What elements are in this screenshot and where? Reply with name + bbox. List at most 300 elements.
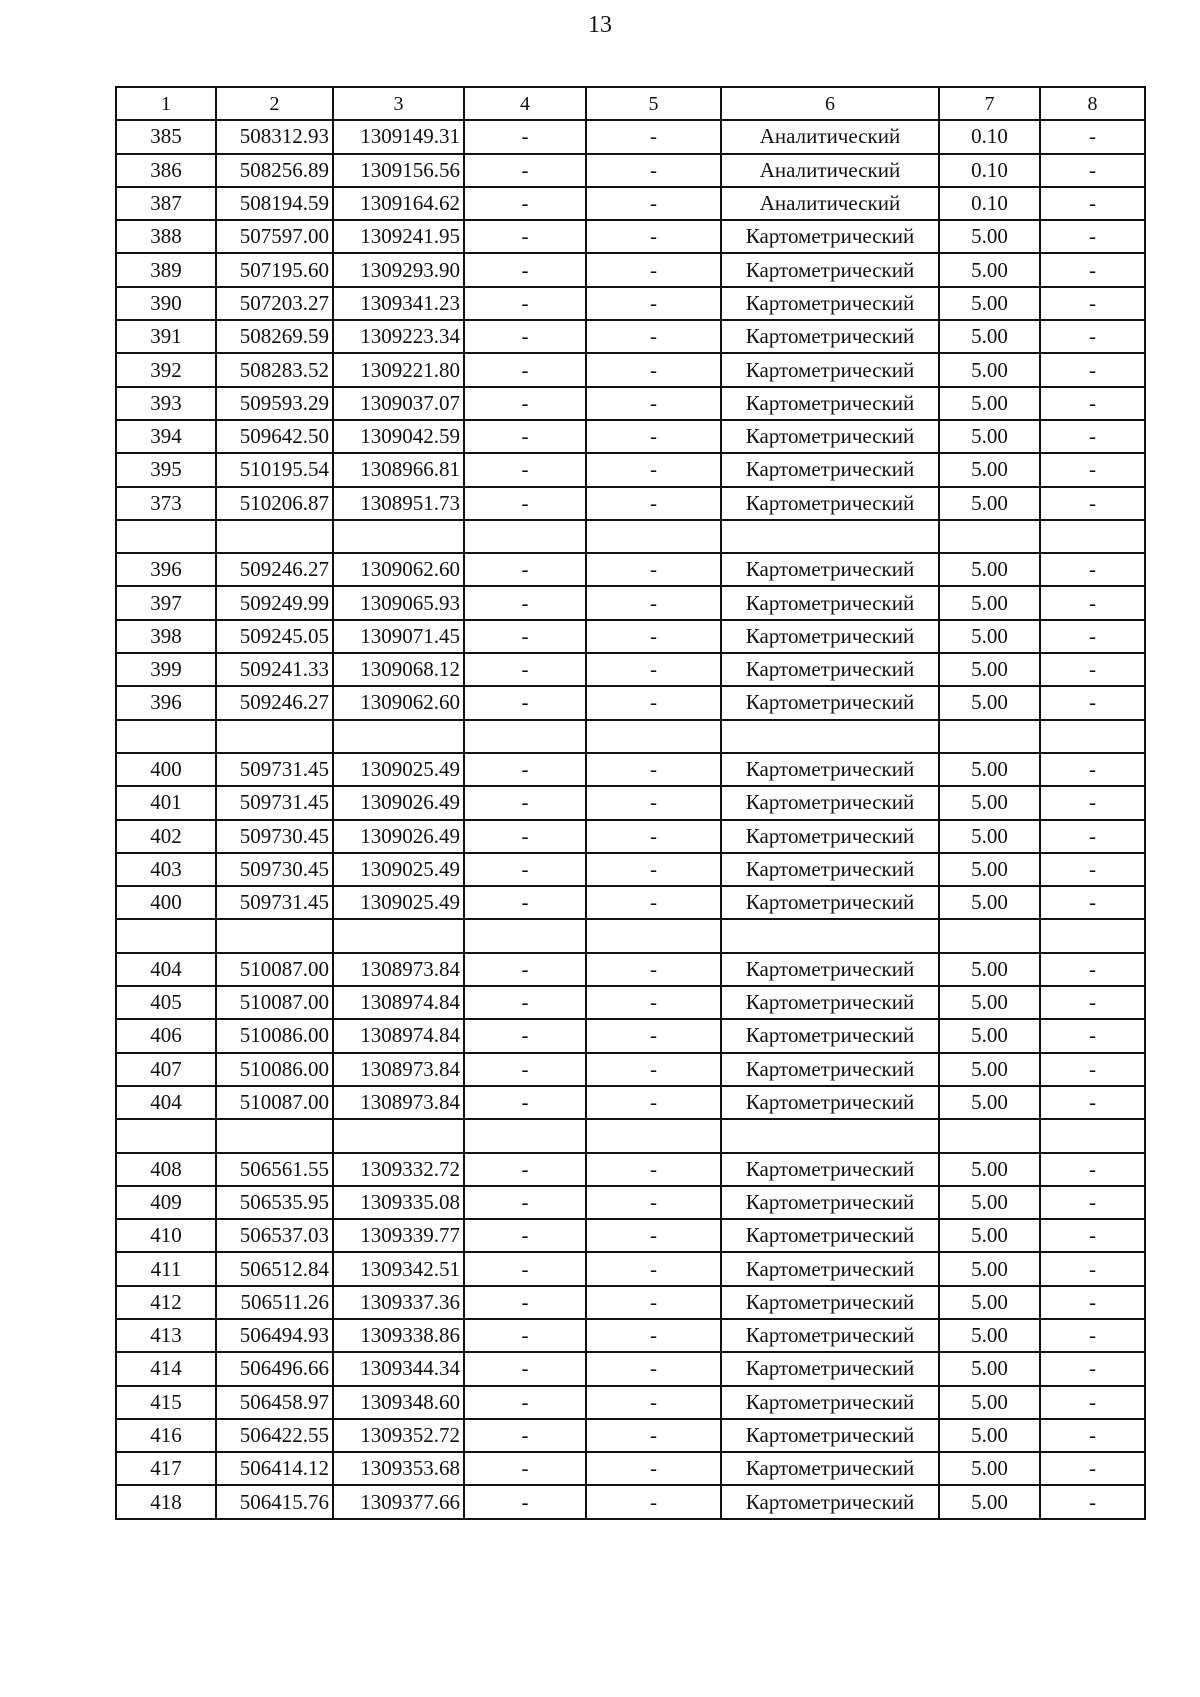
col-4-cell: - [464,353,586,386]
col-8-cell: - [1040,154,1145,187]
x-coordinate-cell [216,520,333,553]
y-coordinate-cell: 1309338.86 [333,1319,464,1352]
table-row [116,1153,1145,1186]
col-5-cell [586,720,721,753]
point-number-cell: 397 [116,586,216,619]
col-8-cell: - [1040,487,1145,520]
accuracy-cell: 5.00 [939,1452,1040,1485]
x-coordinate-cell: 506458.97 [216,1386,333,1419]
point-number-cell: 391 [116,320,216,353]
x-coordinate-cell: 508269.59 [216,320,333,353]
accuracy-cell [939,520,1040,553]
col-8-cell: - [1040,1485,1145,1518]
col-4-cell: - [464,1086,586,1119]
col-5-cell: - [586,220,721,253]
col-8-cell: - [1040,320,1145,353]
method-cell: Картометрический [721,1485,939,1518]
y-coordinate-cell: 1308951.73 [333,487,464,520]
x-coordinate-cell: 510086.00 [216,1053,333,1086]
col-5-cell [586,1119,721,1152]
point-number-cell: 412 [116,1286,216,1319]
y-coordinate-cell [333,720,464,753]
col-8-cell: - [1040,853,1145,886]
x-coordinate-cell: 509245.05 [216,620,333,653]
method-cell [721,919,939,952]
table-row [116,1219,1145,1252]
x-coordinate-cell: 509246.27 [216,553,333,586]
table-row [116,1452,1145,1485]
col-8-cell: - [1040,1219,1145,1252]
method-cell: Картометрический [721,953,939,986]
method-cell: Картометрический [721,253,939,286]
col-4-cell: - [464,1219,586,1252]
col-8-cell: - [1040,753,1145,786]
table-row [116,1386,1145,1419]
col-5-cell: - [586,853,721,886]
x-coordinate-cell: 507597.00 [216,220,333,253]
col-5-cell: - [586,1286,721,1319]
table-separator-row [116,919,1145,952]
table-body [116,120,1145,1518]
table-row [116,187,1145,220]
point-number-cell: 408 [116,1153,216,1186]
x-coordinate-cell: 510195.54 [216,453,333,486]
accuracy-cell [939,720,1040,753]
x-coordinate-cell: 509731.45 [216,786,333,819]
col-5-cell: - [586,653,721,686]
y-coordinate-cell: 1309353.68 [333,1452,464,1485]
accuracy-cell: 5.00 [939,220,1040,253]
y-coordinate-cell: 1309223.34 [333,320,464,353]
table-row [116,1053,1145,1086]
point-number-cell: 407 [116,1053,216,1086]
col-5-cell: - [586,953,721,986]
col-5-cell: - [586,187,721,220]
col-8-cell: - [1040,886,1145,919]
col-8-cell: - [1040,653,1145,686]
table-row [116,1352,1145,1385]
method-cell: Картометрический [721,487,939,520]
accuracy-cell: 5.00 [939,420,1040,453]
accuracy-cell: 5.00 [939,1053,1040,1086]
col-4-cell: - [464,853,586,886]
y-coordinate-cell: 1309348.60 [333,1386,464,1419]
x-coordinate-cell: 508312.93 [216,120,333,153]
x-coordinate-cell: 509241.33 [216,653,333,686]
coordinates-table [115,86,1146,1520]
accuracy-cell: 5.00 [939,653,1040,686]
x-coordinate-cell: 509593.29 [216,387,333,420]
table-row [116,820,1145,853]
col-8-cell: - [1040,1286,1145,1319]
col-5-cell: - [586,1485,721,1518]
method-cell: Картометрический [721,786,939,819]
table-row [116,1186,1145,1219]
y-coordinate-cell: 1309337.36 [333,1286,464,1319]
y-coordinate-cell: 1309221.80 [333,353,464,386]
col-5-cell: - [586,287,721,320]
col-4-cell: - [464,387,586,420]
x-coordinate-cell: 508283.52 [216,353,333,386]
table-row [116,253,1145,286]
col-5-cell: - [586,120,721,153]
col-8-cell: - [1040,586,1145,619]
col-4-cell: - [464,886,586,919]
point-number-cell: 409 [116,1186,216,1219]
method-cell: Картометрический [721,686,939,719]
table-separator-row [116,1119,1145,1152]
accuracy-cell: 5.00 [939,1219,1040,1252]
method-cell: Картометрический [721,1286,939,1319]
col-4-cell: - [464,1053,586,1086]
col-8-cell: - [1040,1086,1145,1119]
accuracy-cell: 0.10 [939,120,1040,153]
accuracy-cell: 5.00 [939,253,1040,286]
x-coordinate-cell: 510206.87 [216,487,333,520]
point-number-cell: 398 [116,620,216,653]
point-number-cell: 386 [116,154,216,187]
column-header: 2 [216,87,333,120]
column-header: 7 [939,87,1040,120]
point-number-cell: 414 [116,1352,216,1385]
method-cell: Картометрический [721,1419,939,1452]
accuracy-cell [939,1119,1040,1152]
x-coordinate-cell [216,720,333,753]
x-coordinate-cell: 507203.27 [216,287,333,320]
col-4-cell [464,520,586,553]
col-4-cell: - [464,653,586,686]
point-number-cell: 411 [116,1252,216,1285]
table-row [116,120,1145,153]
col-5-cell: - [586,487,721,520]
x-coordinate-cell [216,1119,333,1152]
y-coordinate-cell: 1308973.84 [333,953,464,986]
method-cell: Картометрический [721,320,939,353]
x-coordinate-cell: 506561.55 [216,1153,333,1186]
point-number-cell: 387 [116,187,216,220]
point-number-cell: 389 [116,253,216,286]
x-coordinate-cell: 509246.27 [216,686,333,719]
y-coordinate-cell: 1309352.72 [333,1419,464,1452]
column-header: 4 [464,87,586,120]
accuracy-cell: 5.00 [939,387,1040,420]
col-8-cell: - [1040,1386,1145,1419]
point-number-cell: 394 [116,420,216,453]
y-coordinate-cell: 1309332.72 [333,1153,464,1186]
col-5-cell: - [586,1019,721,1052]
x-coordinate-cell: 510087.00 [216,953,333,986]
col-5-cell: - [586,1352,721,1385]
accuracy-cell: 5.00 [939,1086,1040,1119]
col-5-cell: - [586,1053,721,1086]
accuracy-cell: 5.00 [939,453,1040,486]
col-5-cell: - [586,686,721,719]
y-coordinate-cell: 1309149.31 [333,120,464,153]
y-coordinate-cell: 1309071.45 [333,620,464,653]
table-row [116,1019,1145,1052]
col-4-cell: - [464,586,586,619]
col-4-cell: - [464,220,586,253]
col-4-cell: - [464,820,586,853]
table-separator-row [116,520,1145,553]
column-header: 6 [721,87,939,120]
col-8-cell: - [1040,953,1145,986]
y-coordinate-cell: 1309341.23 [333,287,464,320]
col-4-cell: - [464,786,586,819]
y-coordinate-cell: 1308973.84 [333,1053,464,1086]
col-5-cell: - [586,1319,721,1352]
x-coordinate-cell: 506512.84 [216,1252,333,1285]
method-cell [721,1119,939,1152]
col-8-cell: - [1040,1452,1145,1485]
method-cell: Картометрический [721,1053,939,1086]
method-cell [721,720,939,753]
method-cell: Картометрический [721,1186,939,1219]
y-coordinate-cell: 1309241.95 [333,220,464,253]
accuracy-cell: 5.00 [939,1186,1040,1219]
col-5-cell: - [586,1086,721,1119]
point-number-cell: 402 [116,820,216,853]
col-5-cell: - [586,453,721,486]
col-8-cell: - [1040,620,1145,653]
point-number-cell: 410 [116,1219,216,1252]
point-number-cell: 413 [116,1319,216,1352]
method-cell: Картометрический [721,387,939,420]
method-cell: Аналитический [721,120,939,153]
accuracy-cell: 5.00 [939,953,1040,986]
table-row [116,653,1145,686]
table-row [116,1086,1145,1119]
col-5-cell: - [586,154,721,187]
point-number-cell: 390 [116,287,216,320]
col-4-cell: - [464,154,586,187]
y-coordinate-cell: 1308974.84 [333,986,464,1019]
x-coordinate-cell: 506415.76 [216,1485,333,1518]
y-coordinate-cell: 1308973.84 [333,1086,464,1119]
col-4-cell: - [464,187,586,220]
y-coordinate-cell [333,520,464,553]
col-4-cell [464,919,586,952]
method-cell: Картометрический [721,420,939,453]
point-number-cell [116,919,216,952]
y-coordinate-cell: 1309025.49 [333,853,464,886]
method-cell: Картометрический [721,1252,939,1285]
accuracy-cell: 5.00 [939,1485,1040,1518]
x-coordinate-cell: 510087.00 [216,1086,333,1119]
method-cell: Картометрический [721,1153,939,1186]
accuracy-cell: 5.00 [939,487,1040,520]
col-5-cell: - [586,420,721,453]
table-row [116,586,1145,619]
method-cell: Картометрический [721,1086,939,1119]
point-number-cell: 417 [116,1452,216,1485]
table-row [116,387,1145,420]
col-5-cell: - [586,586,721,619]
col-5-cell: - [586,1252,721,1285]
point-number-cell: 388 [116,220,216,253]
point-number-cell: 396 [116,553,216,586]
table-row [116,620,1145,653]
col-5-cell [586,520,721,553]
accuracy-cell: 5.00 [939,853,1040,886]
method-cell: Картометрический [721,1452,939,1485]
y-coordinate-cell: 1309339.77 [333,1219,464,1252]
method-cell: Картометрический [721,820,939,853]
table-row [116,220,1145,253]
col-8-cell [1040,520,1145,553]
point-number-cell: 373 [116,487,216,520]
accuracy-cell: 5.00 [939,820,1040,853]
method-cell: Картометрический [721,1019,939,1052]
col-4-cell: - [464,986,586,1019]
point-number-cell [116,520,216,553]
method-cell: Картометрический [721,586,939,619]
accuracy-cell: 0.10 [939,187,1040,220]
col-8-cell: - [1040,986,1145,1019]
point-number-cell: 404 [116,1086,216,1119]
point-number-cell: 404 [116,953,216,986]
table-row [116,886,1145,919]
col-8-cell: - [1040,1186,1145,1219]
table-row [116,953,1145,986]
method-cell: Картометрический [721,287,939,320]
y-coordinate-cell: 1309026.49 [333,786,464,819]
accuracy-cell: 5.00 [939,353,1040,386]
col-8-cell: - [1040,1053,1145,1086]
x-coordinate-cell: 509731.45 [216,753,333,786]
page-number: 13 [588,12,612,38]
method-cell: Картометрический [721,853,939,886]
x-coordinate-cell: 510087.00 [216,986,333,1019]
column-header: 5 [586,87,721,120]
method-cell: Картометрический [721,453,939,486]
y-coordinate-cell: 1309293.90 [333,253,464,286]
method-cell: Картометрический [721,986,939,1019]
method-cell: Аналитический [721,154,939,187]
accuracy-cell: 5.00 [939,553,1040,586]
point-number-cell: 416 [116,1419,216,1452]
col-4-cell: - [464,287,586,320]
method-cell: Картометрический [721,753,939,786]
col-4-cell: - [464,1252,586,1285]
col-8-cell: - [1040,353,1145,386]
col-8-cell: - [1040,453,1145,486]
point-number-cell: 403 [116,853,216,886]
point-number-cell: 400 [116,886,216,919]
x-coordinate-cell: 509642.50 [216,420,333,453]
col-5-cell: - [586,1186,721,1219]
y-coordinate-cell: 1309025.49 [333,753,464,786]
y-coordinate-cell: 1309164.62 [333,187,464,220]
col-5-cell: - [586,820,721,853]
x-coordinate-cell: 506422.55 [216,1419,333,1452]
col-5-cell: - [586,753,721,786]
table-row [116,1319,1145,1352]
col-8-cell: - [1040,786,1145,819]
col-4-cell: - [464,1186,586,1219]
table-row [116,1286,1145,1319]
col-5-cell: - [586,320,721,353]
col-5-cell: - [586,253,721,286]
y-coordinate-cell: 1309068.12 [333,653,464,686]
y-coordinate-cell: 1309344.34 [333,1352,464,1385]
table-row [116,553,1145,586]
col-8-cell: - [1040,287,1145,320]
table-row [116,287,1145,320]
table-row [116,986,1145,1019]
col-8-cell: - [1040,1319,1145,1352]
point-number-cell: 406 [116,1019,216,1052]
method-cell: Картометрический [721,620,939,653]
col-8-cell [1040,1119,1145,1152]
y-coordinate-cell: 1309342.51 [333,1252,464,1285]
col-4-cell: - [464,1286,586,1319]
method-cell: Картометрический [721,886,939,919]
col-4-cell: - [464,420,586,453]
point-number-cell: 393 [116,387,216,420]
accuracy-cell: 5.00 [939,686,1040,719]
col-4-cell: - [464,1019,586,1052]
col-5-cell: - [586,986,721,1019]
column-header: 8 [1040,87,1145,120]
point-number-cell: 399 [116,653,216,686]
x-coordinate-cell: 507195.60 [216,253,333,286]
accuracy-cell: 5.00 [939,1319,1040,1352]
x-coordinate-cell: 506511.26 [216,1286,333,1319]
point-number-cell: 395 [116,453,216,486]
point-number-cell [116,1119,216,1152]
col-5-cell: - [586,620,721,653]
method-cell [721,520,939,553]
y-coordinate-cell [333,1119,464,1152]
accuracy-cell: 5.00 [939,287,1040,320]
col-5-cell: - [586,353,721,386]
col-8-cell: - [1040,1419,1145,1452]
table-separator-row [116,720,1145,753]
table-row [116,786,1145,819]
table-row [116,154,1145,187]
col-8-cell: - [1040,253,1145,286]
accuracy-cell: 5.00 [939,586,1040,619]
accuracy-cell: 5.00 [939,1386,1040,1419]
point-number-cell: 415 [116,1386,216,1419]
col-4-cell: - [464,686,586,719]
col-4-cell: - [464,487,586,520]
y-coordinate-cell: 1309335.08 [333,1186,464,1219]
col-4-cell: - [464,1419,586,1452]
col-8-cell: - [1040,820,1145,853]
x-coordinate-cell: 509731.45 [216,886,333,919]
col-5-cell: - [586,1419,721,1452]
method-cell: Картометрический [721,353,939,386]
y-coordinate-cell: 1308966.81 [333,453,464,486]
col-4-cell: - [464,1352,586,1385]
col-5-cell: - [586,387,721,420]
method-cell: Картометрический [721,1219,939,1252]
accuracy-cell: 5.00 [939,620,1040,653]
point-number-cell: 400 [116,753,216,786]
accuracy-cell: 5.00 [939,786,1040,819]
table-row [116,753,1145,786]
x-coordinate-cell: 509730.45 [216,853,333,886]
table-row [116,453,1145,486]
x-coordinate-cell: 509730.45 [216,820,333,853]
col-5-cell: - [586,1153,721,1186]
y-coordinate-cell: 1309156.56 [333,154,464,187]
col-8-cell: - [1040,1019,1145,1052]
accuracy-cell: 5.00 [939,1286,1040,1319]
table-row [116,1419,1145,1452]
